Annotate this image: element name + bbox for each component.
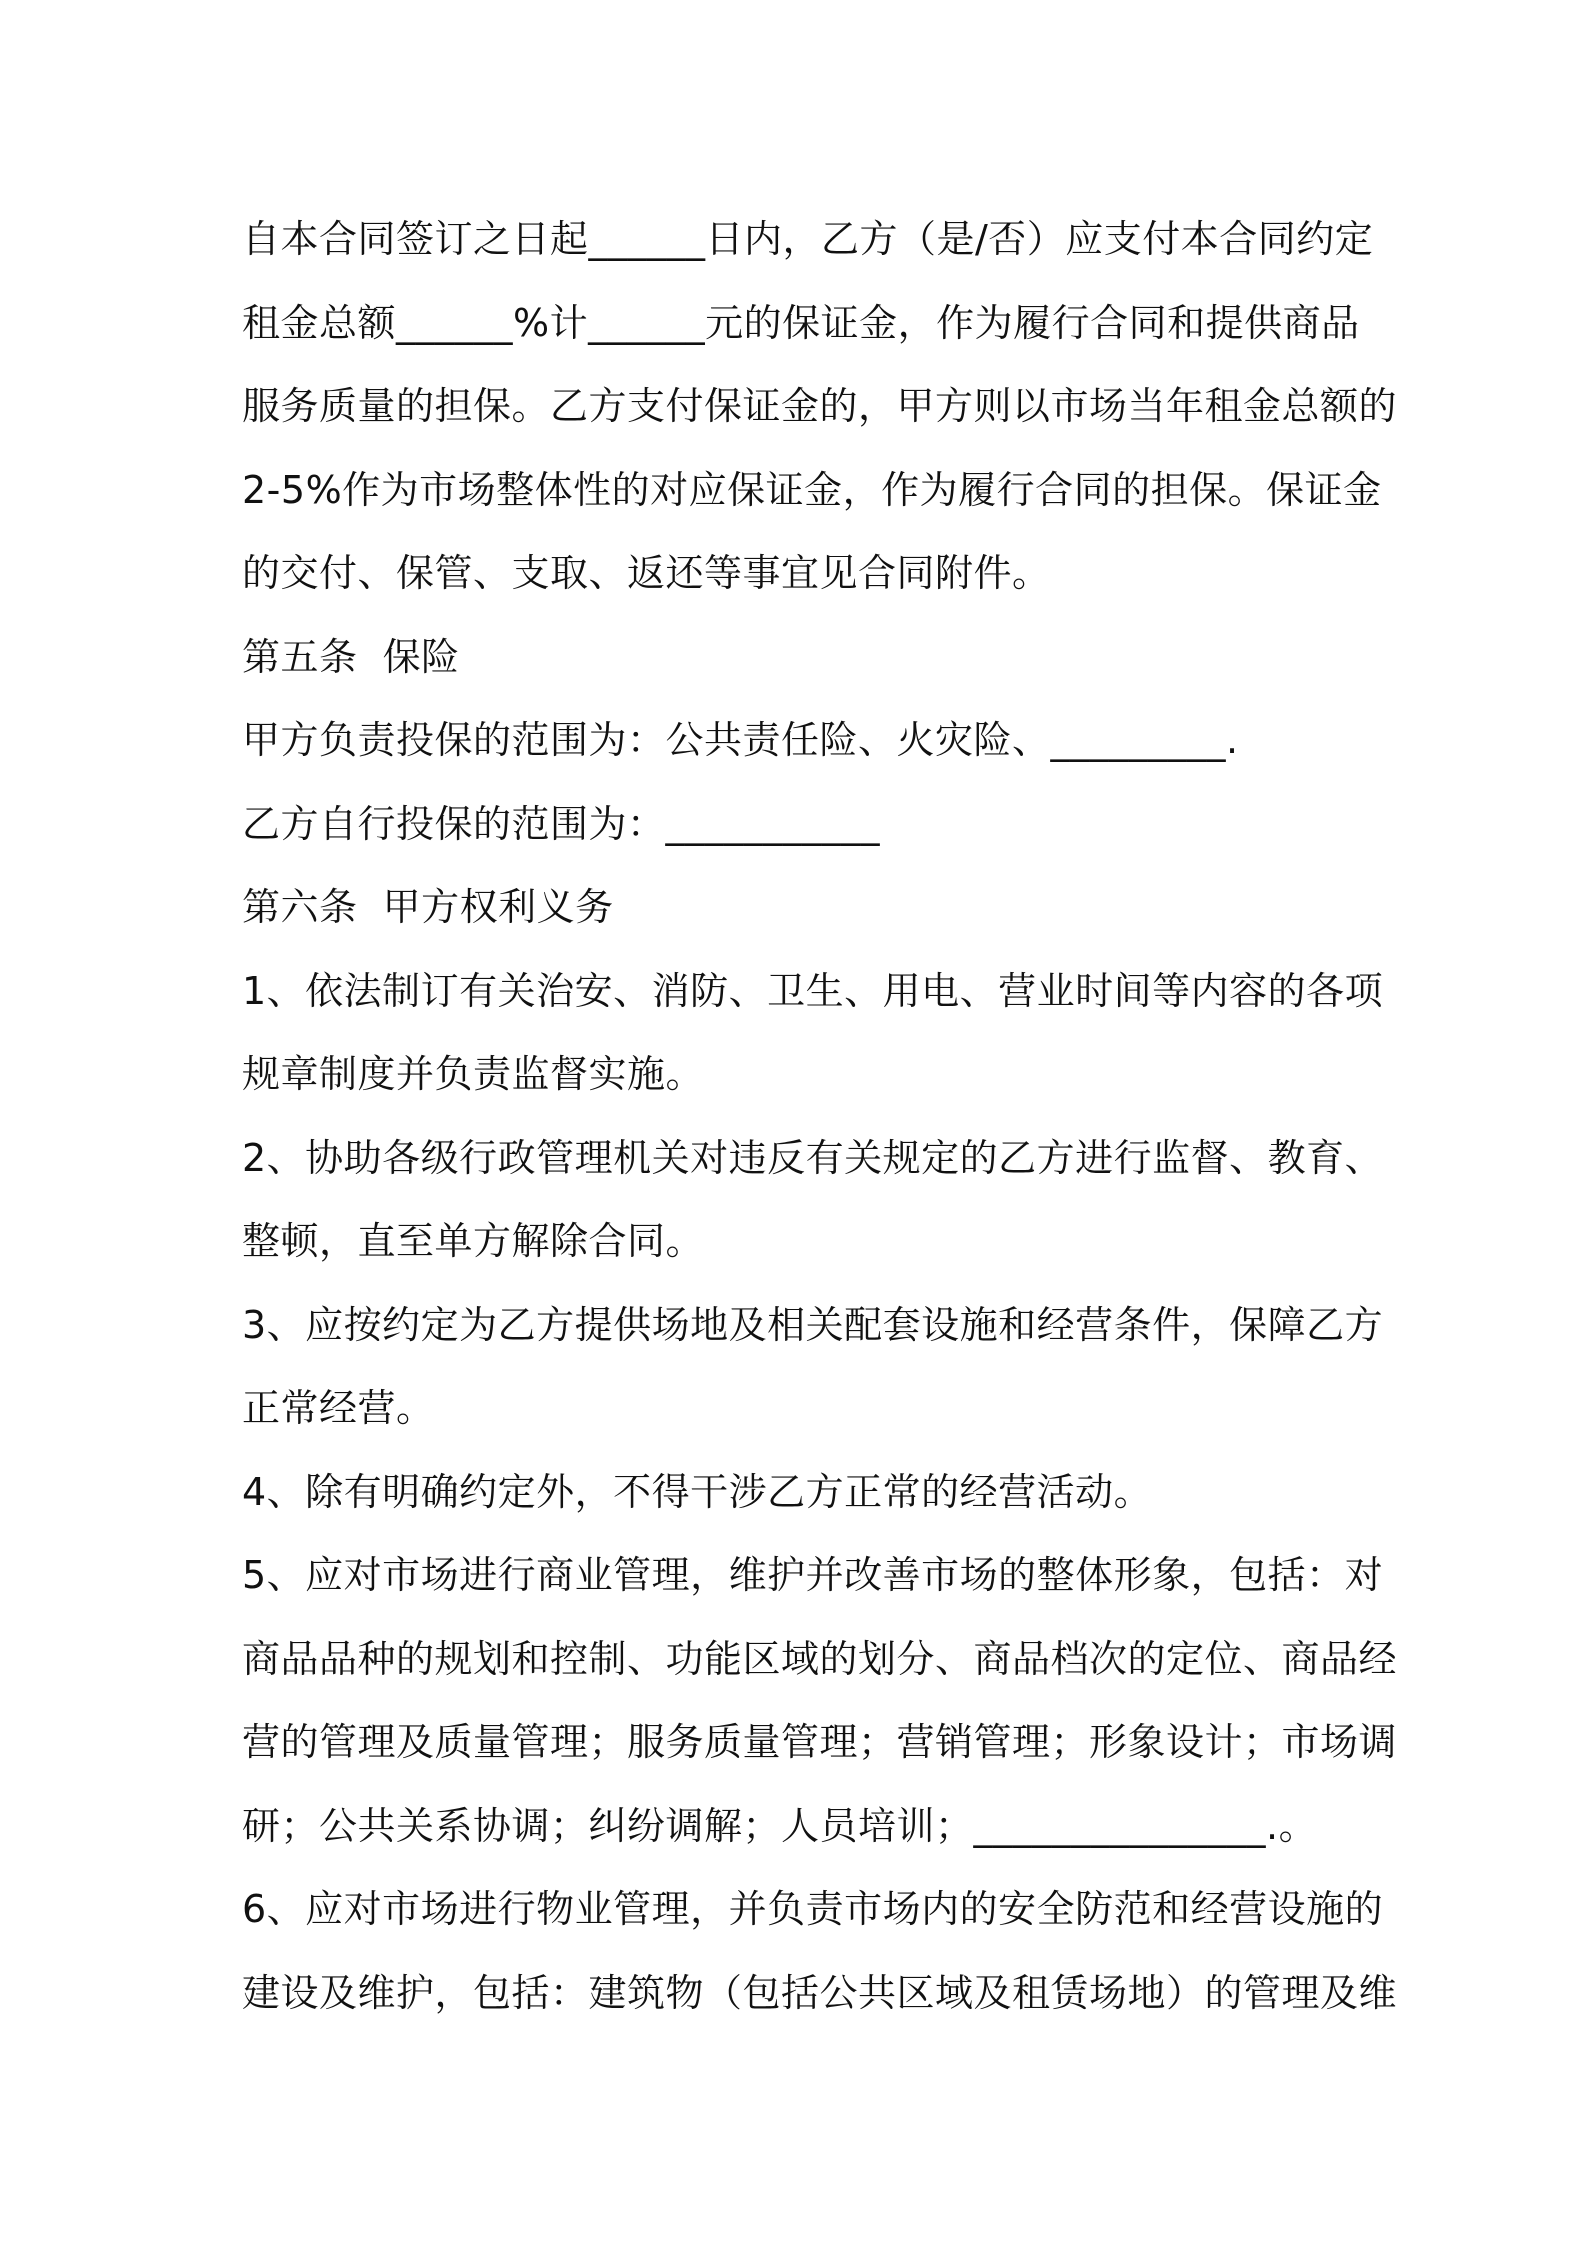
list-item-line: 建设及维护，包括：建筑物（包括公共区域及租赁场地）的管理及维 bbox=[242, 1970, 1398, 2015]
list-item-line: 商品品种的规划和控制、功能区域的划分、商品档次的定位、商品经 bbox=[242, 1636, 1398, 1681]
list-item-line: 5、应对市场进行商业管理，维护并改善市场的整体形象，包括：对 bbox=[242, 1553, 1384, 1597]
list-item-line: 4、除有明确约定外，不得干涉乙方正常的经营活动。 bbox=[242, 1469, 1153, 1514]
list-item-line: 营的管理及质量管理；服务质量管理；营销管理；形象设计；市场调 bbox=[242, 1720, 1398, 1764]
list-item-line: 规章制度并负责监督实施。 bbox=[242, 1052, 705, 1096]
list-item-line: 正常经营。 bbox=[242, 1386, 435, 1430]
section-heading-article-5: 第五条 保险 bbox=[242, 634, 460, 679]
text-line: 租金总额______%计______元的保证金，作为履行合同和提供商品 bbox=[242, 300, 1360, 345]
list-item-line: 研；公共关系协调；纠纷调解；人员培训；_______________.。 bbox=[242, 1803, 1318, 1848]
list-item-line: 整顿，直至单方解除合同。 bbox=[242, 1219, 705, 1263]
contract-text bbox=[242, 198, 1398, 2035]
section-heading-article-6: 第六条 甲方权利义务 bbox=[242, 885, 614, 929]
list-item-line: 3、应按约定为乙方提供场地及相关配套设施和经营条件，保障乙方 bbox=[242, 1302, 1384, 1347]
text-line: 自本合同签订之日起______日内，乙方（是/否）应支付本合同约定 bbox=[242, 217, 1374, 261]
list-item-line: 2、协助各级行政管理机关对违反有关规定的乙方进行监督、教育、 bbox=[242, 1135, 1384, 1180]
text-line: 乙方自行投保的范围为：___________ bbox=[242, 801, 881, 846]
text-line: 服务质量的担保。乙方支付保证金的，甲方则以市场当年租金总额的 bbox=[242, 384, 1398, 428]
list-item-line: 6、应对市场进行物业管理，并负责市场内的安全防范和经营设施的 bbox=[242, 1887, 1384, 1931]
list-item-line: 1、依法制订有关治安、消防、卫生、用电、营业时间等内容的各项 bbox=[242, 968, 1384, 1013]
text-line: 2-5%作为市场整体性的对应保证金，作为履行合同的担保。保证金 bbox=[242, 467, 1382, 512]
text-line: 的交付、保管、支取、返还等事宜见合同附件。 bbox=[242, 551, 1051, 595]
text-line: 甲方负责投保的范围为：公共责任险、火灾险、_________. bbox=[242, 718, 1239, 762]
